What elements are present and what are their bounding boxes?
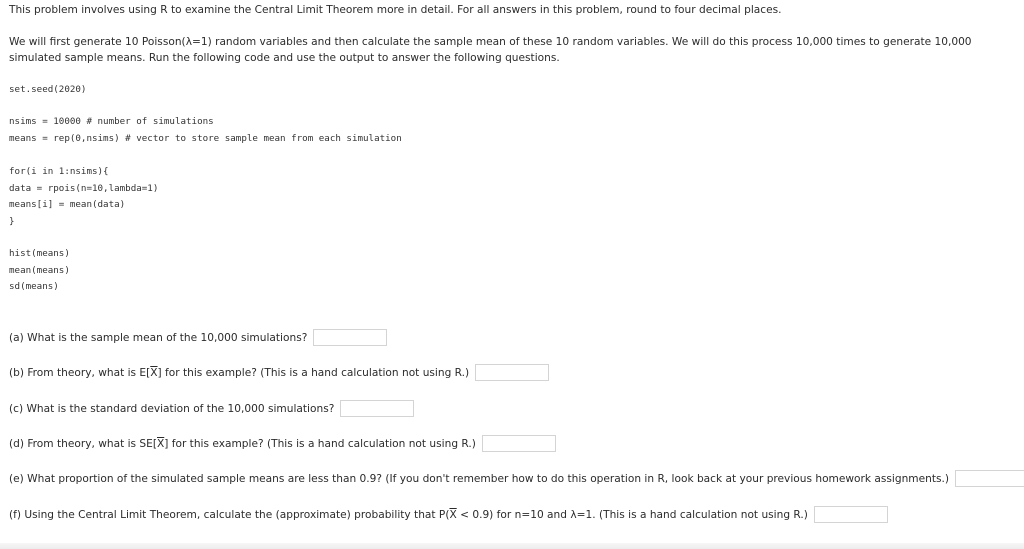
xbar-symbol: $\overline{X}$ <box>156 437 165 450</box>
lambda-symbol: λ <box>185 36 192 48</box>
answer-d-input[interactable] <box>482 435 556 452</box>
page-bottom-edge <box>0 543 1024 549</box>
lambda-symbol: λ <box>570 508 577 521</box>
xbar-symbol: $\overline{X}$ <box>150 366 158 379</box>
question-f <box>9 506 888 523</box>
intro-text-start: We will first generate 10 Poisson( <box>9 36 186 48</box>
code-line: for(i in 1:nsims){ <box>9 166 109 177</box>
question-a-text: (a) What is the sample mean of the 10,000 simulations? <box>9 331 308 344</box>
code-line: data = rpois(n=10,lambda=1) <box>9 182 159 194</box>
answer-b-input[interactable] <box>475 364 549 381</box>
code-block-loop <box>9 164 158 230</box>
code-line: mean(means) <box>9 264 70 276</box>
code-line: } <box>9 215 15 227</box>
question-f-text: (f) Using the Central Limit Theorem, calculate the (approximate) probability that $P(\overline{X} < 0.9)$ for n=10 and λ=1. (This is a hand calculation not using R.) <box>9 508 808 521</box>
answer-c-input[interactable] <box>340 400 414 417</box>
answer-e-input[interactable] <box>955 470 1024 487</box>
code-line: means[i] = mean(data) <box>9 199 126 210</box>
intro-text-end: =1) random variables and then calculate the sample mean of these 10 random variables. We will do this process 10,000 times to generate 10,000 simulated sample means. Run the following code and use the output to answer the following questions. <box>9 36 972 64</box>
question-c-text: (c) What is the standard deviation of the 10,000 simulations? <box>9 402 335 415</box>
code-line: hist(means) <box>9 248 70 259</box>
code-line: means = rep(0,nsims) # vector to store sample mean from each simulation <box>9 132 402 144</box>
intro-paragraph-1: This problem involves using R to examine the Central Limit Theorem more in detail. For all answers in this problem, round to four decimal places. <box>9 4 782 16</box>
question-a <box>9 329 387 346</box>
question-c <box>9 400 414 417</box>
code-block-output <box>9 246 70 296</box>
question-e <box>9 470 1024 487</box>
code-block-setup <box>9 114 402 147</box>
question-d <box>9 435 556 452</box>
question-e-text: (e) What proportion of the simulated sample means are less than 0.9? (If you don't remember how to do this operation in R, look back at your previous homework assignments.) <box>9 472 950 485</box>
question-b <box>9 364 549 381</box>
question-b-text: (b) From theory, what is $E[\overline{X}]$ for this example? (This is a hand calculation not using R.) <box>9 366 470 379</box>
xbar-symbol: $\overline{X}$ <box>449 508 457 521</box>
code-block-seed <box>9 82 86 99</box>
intro-paragraph-2 <box>9 35 1009 66</box>
answer-f-input[interactable] <box>814 506 888 523</box>
code-line: sd(means) <box>9 281 59 292</box>
code-line: set.seed(2020) <box>9 84 87 95</box>
question-d-text: (d) From theory, what is $SE[\overline{X}]$ for this example? (This is a hand calculation not using R.) <box>9 437 476 450</box>
code-line: nsims = 10000 # number of simulations <box>9 116 214 127</box>
answer-a-input[interactable] <box>313 329 387 346</box>
